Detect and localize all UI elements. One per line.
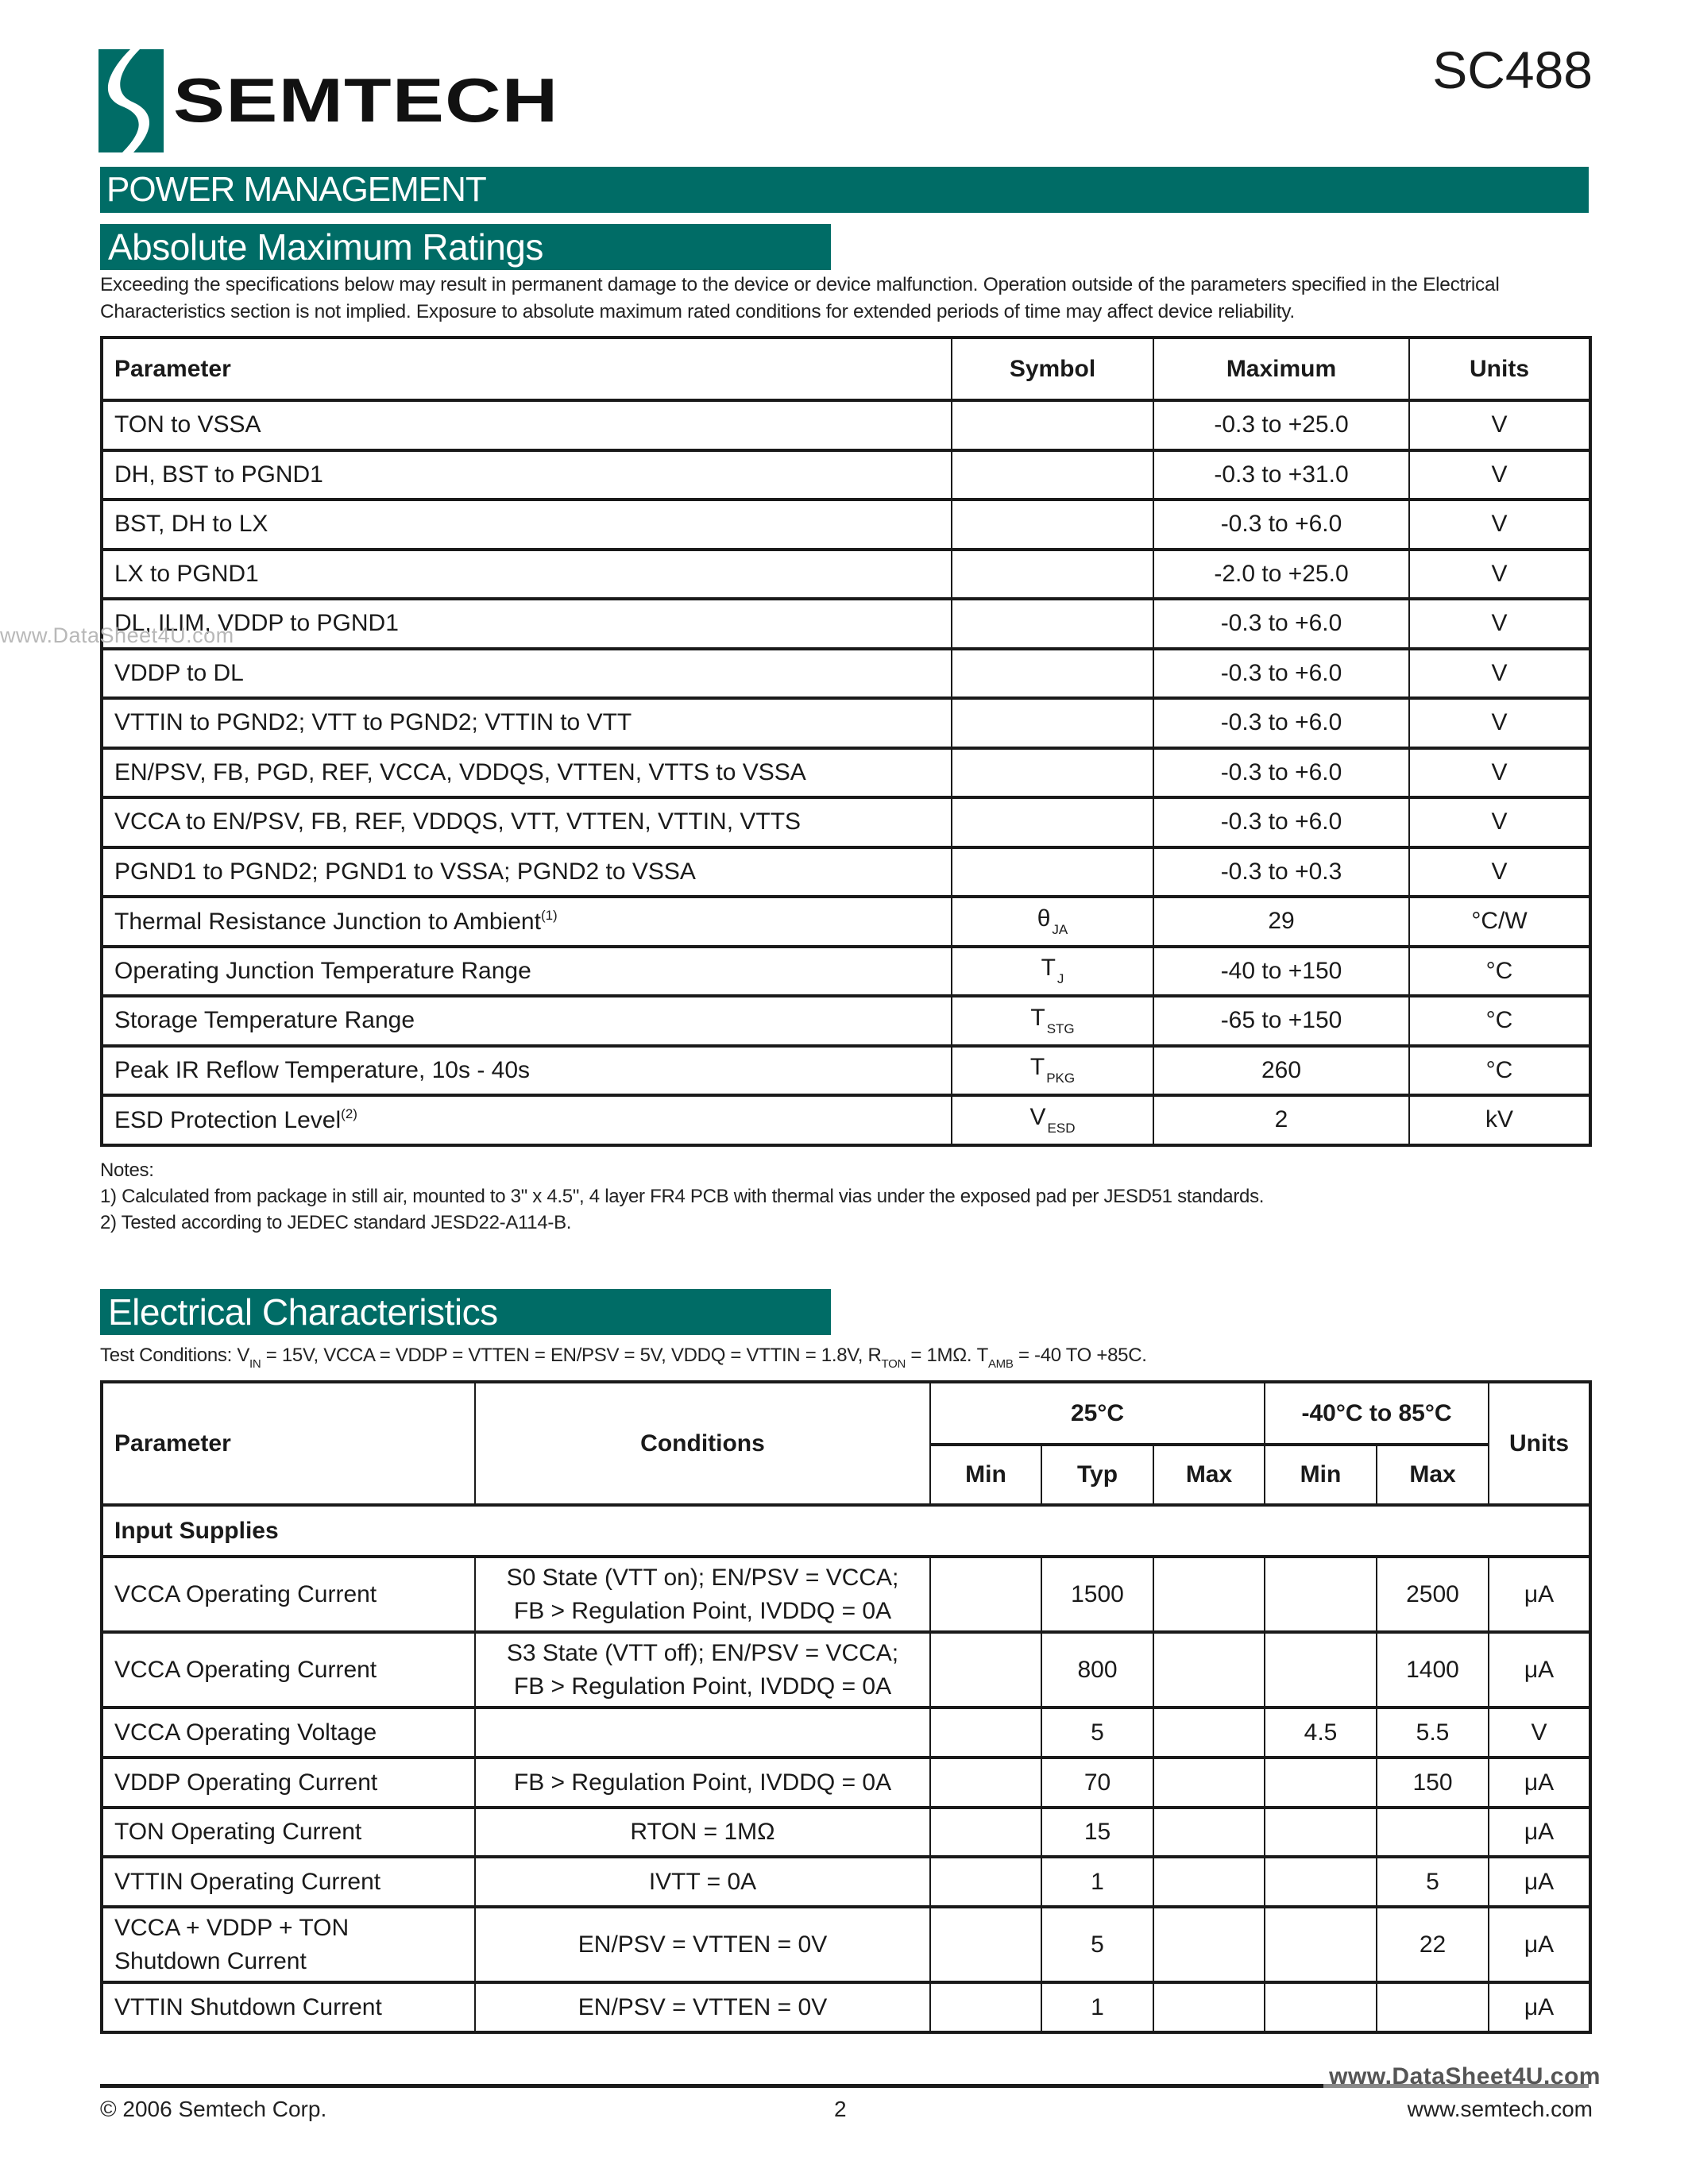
cell-units: V [1409, 797, 1590, 847]
table-row [102, 1808, 1590, 1857]
test-cond-sub: IN [249, 1357, 261, 1371]
cell-maximum: 29 [1153, 897, 1409, 947]
cell-units: V [1409, 649, 1590, 699]
cell-parameter [102, 649, 952, 699]
section-title-abs-max: Absolute Maximum Ratings [100, 224, 831, 270]
condition-line: S0 State (VTT on); EN/PSV = VCCA; [506, 1564, 899, 1591]
cell-units: V [1409, 450, 1590, 500]
cell-units: V [1409, 698, 1590, 748]
parameter-text: Thermal Resistance Junction to Ambient [114, 908, 541, 935]
cell-symbol [952, 897, 1153, 947]
cell-max2: 22 [1377, 1907, 1489, 1982]
parameter-text: VDDP to DL [114, 659, 244, 686]
test-cond-text: = -40 TO +85C. [1013, 1345, 1147, 1366]
part-number: SC488 [1432, 41, 1593, 99]
abs-max-notes [100, 1157, 1264, 1236]
abs-max-table [100, 336, 1592, 1147]
table-row [102, 450, 1590, 500]
table-row [102, 897, 1590, 947]
cell-typ: 5 [1041, 1707, 1153, 1758]
condition-line: RTON = 1MΩ [630, 1819, 775, 1845]
cell-typ: 800 [1041, 1632, 1153, 1707]
cell-units: μA [1489, 1982, 1590, 2032]
s-swoosh-icon [98, 49, 164, 152]
cell-parameter [102, 1907, 475, 1982]
col-group-25c: 25°C [930, 1382, 1265, 1445]
table-row [102, 698, 1590, 748]
cell-parameter [102, 500, 952, 550]
page-number: 2 [834, 2097, 847, 2121]
parameter-text: DL, ILIM, VDDP to PGND1 [114, 610, 399, 637]
cell-max2: 5 [1377, 1857, 1489, 1907]
cell-symbol [952, 947, 1153, 997]
cell-maximum: -0.3 to +6.0 [1153, 599, 1409, 649]
cell-parameter: VCCA Operating Current [102, 1557, 475, 1632]
abs-max-intro: Exceeding the specifications below may result in permanent damage to the device or device malfunction. Operation outside of the parameters specified in the Electrical Characteristics section is not implied. Exposure to absolute maximum rated conditions for extended periods of time may affect device reliability. [100, 274, 1500, 322]
table-row [102, 1707, 1590, 1758]
symbol-text: T [1029, 1054, 1045, 1081]
cell-maximum: -0.3 to +25.0 [1153, 400, 1409, 450]
cell-typ: 5 [1041, 1907, 1153, 1982]
cell-parameter [102, 400, 952, 450]
cell-parameter [102, 698, 952, 748]
condition-line: EN/PSV = VTTEN = 0V [577, 1993, 828, 2020]
col-header-min-range: Min [1265, 1445, 1377, 1505]
cell-units: V [1489, 1707, 1590, 1758]
col-header-typ: Typ [1041, 1445, 1153, 1505]
cell-min2 [1265, 1557, 1377, 1632]
cell-maximum: -0.3 to +6.0 [1153, 748, 1409, 798]
cell-conditions [475, 1557, 930, 1632]
condition-line: FB > Regulation Point, IVDDQ = 0A [513, 1597, 892, 1624]
cell-typ: 1 [1041, 1982, 1153, 2032]
cell-symbol [952, 748, 1153, 798]
cell-min2 [1265, 1632, 1377, 1707]
watermark-text: www.DataSheet4U.com [0, 623, 234, 647]
cell-parameter [102, 1046, 952, 1096]
cell-symbol [952, 1095, 1153, 1145]
cell-parameter [102, 797, 952, 847]
table-row [102, 996, 1590, 1046]
cell-units: V [1409, 847, 1590, 897]
cell-parameter [102, 450, 952, 500]
cell-min [930, 1758, 1041, 1808]
parameter-line: VCCA + VDDP + TON [114, 1914, 350, 1941]
cell-max [1153, 1982, 1265, 2032]
cell-units: V [1409, 550, 1590, 600]
cell-symbol [952, 797, 1153, 847]
cell-max [1153, 1632, 1265, 1707]
cell-conditions [475, 1857, 930, 1907]
footer-watermark: www.DataSheet4U.com [1329, 2063, 1601, 2089]
col-header-units: Units [1489, 1382, 1590, 1505]
footnote-ref: (1) [540, 907, 558, 923]
table-row [102, 947, 1590, 997]
cell-conditions [475, 1758, 930, 1808]
cell-units: μA [1489, 1632, 1590, 1707]
table-row [102, 847, 1590, 897]
condition-line: FB > Regulation Point, IVDDQ = 0A [513, 1673, 892, 1700]
cell-symbol [952, 847, 1153, 897]
cell-units: μA [1489, 1557, 1590, 1632]
cell-parameter: VTTIN Operating Current [102, 1857, 475, 1907]
table-row [102, 797, 1590, 847]
symbol-subscript: J [1056, 971, 1064, 987]
col-header-symbol: Symbol [952, 338, 1153, 400]
table-row [102, 748, 1590, 798]
cell-maximum: -0.3 to +31.0 [1153, 450, 1409, 500]
cell-symbol [952, 996, 1153, 1046]
table-row [102, 1046, 1590, 1096]
col-header-parameter: Parameter [102, 1382, 475, 1505]
symbol-text: V [1029, 1103, 1046, 1130]
cell-max [1153, 1808, 1265, 1857]
section-row-input-supplies: Input Supplies [102, 1505, 1590, 1557]
cell-max2: 5.5 [1377, 1707, 1489, 1758]
cell-maximum: -0.3 to +0.3 [1153, 847, 1409, 897]
footer-url: www.semtech.com [1407, 2097, 1593, 2121]
cell-units: μA [1489, 1857, 1590, 1907]
cell-min2 [1265, 1907, 1377, 1982]
test-cond-sub: AMB [987, 1357, 1014, 1371]
cell-parameter: VCCA Operating Voltage [102, 1707, 475, 1758]
parameter-text: ESD Protection Level [114, 1106, 342, 1133]
table-row [102, 1982, 1590, 2032]
cell-symbol [952, 400, 1153, 450]
cell-units: V [1409, 500, 1590, 550]
col-header-max: Max [1153, 1445, 1265, 1505]
parameter-text: LX to PGND1 [114, 560, 259, 587]
footnote-ref: (2) [341, 1106, 357, 1121]
cell-symbol [952, 450, 1153, 500]
test-cond-sub: TON [881, 1357, 906, 1371]
cell-parameter [102, 947, 952, 997]
cell-typ: 70 [1041, 1758, 1153, 1808]
cell-units: V [1409, 400, 1590, 450]
cell-symbol [952, 550, 1153, 600]
symbol-text: T [1041, 955, 1056, 982]
cell-symbol [952, 1046, 1153, 1096]
table-row [102, 1907, 1590, 1982]
cell-max2: 2500 [1377, 1557, 1489, 1632]
col-header-units: Units [1409, 338, 1590, 400]
cell-maximum: -40 to +150 [1153, 947, 1409, 997]
cell-min2 [1265, 1808, 1377, 1857]
cell-max [1153, 1857, 1265, 1907]
condition-line: EN/PSV = VTTEN = 0V [577, 1931, 828, 1958]
cell-max2 [1377, 1982, 1489, 2032]
cell-maximum: 260 [1153, 1046, 1409, 1096]
section-title-electrical: Electrical Characteristics [100, 1289, 831, 1335]
table-row [102, 649, 1590, 699]
cell-min [930, 1907, 1041, 1982]
parameter-text: Storage Temperature Range [114, 1007, 415, 1034]
test-conditions [100, 1345, 1147, 1371]
symbol-subscript: ESD [1047, 1120, 1076, 1136]
cell-maximum: -0.3 to +6.0 [1153, 797, 1409, 847]
cell-symbol [952, 698, 1153, 748]
cell-max2: 150 [1377, 1758, 1489, 1808]
parameter-text: Operating Junction Temperature Range [114, 957, 531, 984]
symbol-subscript: PKG [1046, 1071, 1076, 1086]
table-row [102, 1095, 1590, 1145]
footer-divider [100, 2084, 1323, 2088]
brand-wordmark: SEMTECH [173, 65, 559, 135]
cell-units: V [1409, 599, 1590, 649]
cell-parameter: VCCA Operating Current [102, 1632, 475, 1707]
cell-max [1153, 1758, 1265, 1808]
footer-copyright: © 2006 Semtech Corp. [100, 2097, 327, 2121]
cell-parameter: VDDP Operating Current [102, 1758, 475, 1808]
cell-units: μA [1489, 1758, 1590, 1808]
cell-min [930, 1808, 1041, 1857]
parameter-line: Shutdown Current [114, 1947, 307, 1974]
cell-max2: 1400 [1377, 1632, 1489, 1707]
cell-maximum: -0.3 to +6.0 [1153, 649, 1409, 699]
table-row [102, 1857, 1590, 1907]
cell-parameter: TON Operating Current [102, 1808, 475, 1857]
cell-max [1153, 1707, 1265, 1758]
parameter-text: VCCA to EN/PSV, FB, REF, VDDQS, VTT, VTTEN, VTTIN, VTTS [114, 808, 802, 835]
cell-conditions [475, 1982, 930, 2032]
cell-min2 [1265, 1982, 1377, 2032]
parameter-text: Peak IR Reflow Temperature, 10s - 40s [114, 1056, 531, 1083]
col-header-conditions: Conditions [475, 1382, 930, 1505]
table-row [102, 1758, 1590, 1808]
note-2: 2) Tested according to JEDEC standard JESD22-A114-B. [100, 1212, 572, 1233]
test-cond-text: = 15V, VCCA = VDDP = VTTEN = EN/PSV = 5V, VDDQ = VTTIN = 1.8V, R [261, 1345, 882, 1366]
cell-units: μA [1489, 1808, 1590, 1857]
parameter-text: DH, BST to PGND1 [114, 461, 323, 488]
cell-parameter [102, 550, 952, 600]
cell-units: V [1409, 748, 1590, 798]
table-row [102, 400, 1590, 450]
category-bar: POWER MANAGEMENT [100, 167, 1589, 213]
table-row [102, 599, 1590, 649]
cell-parameter: VTTIN Shutdown Current [102, 1982, 475, 2032]
cell-min2: 4.5 [1265, 1707, 1377, 1758]
cell-min [930, 1557, 1041, 1632]
note-1: 1) Calculated from package in still air, mounted to 3" x 4.5", 4 layer FR4 PCB with thermal vias under the exposed pad per JESD51 standards. [100, 1186, 1265, 1207]
cell-typ: 15 [1041, 1808, 1153, 1857]
cell-symbol [952, 500, 1153, 550]
parameter-text: EN/PSV, FB, PGD, REF, VCCA, VDDQS, VTTEN, VTTS to VSSA [114, 758, 806, 785]
cell-max [1153, 1907, 1265, 1982]
cell-max2 [1377, 1808, 1489, 1857]
cell-units: μA [1489, 1907, 1590, 1982]
cell-units: °C [1409, 947, 1590, 997]
cell-max [1153, 1557, 1265, 1632]
cell-min [930, 1857, 1041, 1907]
cell-conditions [475, 1632, 930, 1707]
cell-min2 [1265, 1758, 1377, 1808]
condition-line: FB > Regulation Point, IVDDQ = 0A [513, 1769, 892, 1796]
cell-parameter [102, 996, 952, 1046]
cell-units: °C/W [1409, 897, 1590, 947]
cell-maximum: 2 [1153, 1095, 1409, 1145]
cell-maximum: -2.0 to +25.0 [1153, 550, 1409, 600]
col-header-parameter: Parameter [102, 338, 952, 400]
parameter-text: VTTIN to PGND2; VTT to PGND2; VTTIN to VTT [114, 709, 632, 736]
cell-parameter [102, 897, 952, 947]
cell-typ: 1500 [1041, 1557, 1153, 1632]
col-header-max-range: Max [1377, 1445, 1489, 1505]
col-header-min: Min [930, 1445, 1041, 1505]
parameter-text: TON to VSSA [114, 411, 261, 438]
symbol-text: T [1030, 1004, 1045, 1031]
cell-conditions [475, 1907, 930, 1982]
cell-min [930, 1982, 1041, 2032]
notes-label: Notes: [100, 1160, 154, 1181]
cell-conditions [475, 1808, 930, 1857]
condition-line: S3 State (VTT off); EN/PSV = VCCA; [506, 1639, 899, 1666]
cell-min [930, 1632, 1041, 1707]
semtech-logo-mark [98, 49, 164, 152]
cell-parameter [102, 1095, 952, 1145]
condition-line: IVTT = 0A [648, 1868, 757, 1895]
cell-maximum: -65 to +150 [1153, 996, 1409, 1046]
cell-symbol [952, 599, 1153, 649]
col-header-maximum: Maximum [1153, 338, 1409, 400]
test-cond-text: = 1MΩ. T [906, 1345, 988, 1366]
test-cond-text: Test Conditions: V [100, 1345, 250, 1366]
col-group-temp-range: -40°C to 85°C [1265, 1382, 1489, 1445]
cell-units: kV [1409, 1095, 1590, 1145]
cell-min [930, 1707, 1041, 1758]
table-row [102, 1632, 1590, 1707]
symbol-text: θ [1037, 905, 1051, 932]
cell-maximum: -0.3 to +6.0 [1153, 698, 1409, 748]
cell-conditions [475, 1707, 930, 1758]
symbol-subscript: JA [1052, 921, 1068, 937]
parameter-text: BST, DH to LX [114, 511, 268, 538]
table-row [102, 550, 1590, 600]
electrical-characteristics-table [100, 1380, 1592, 2034]
cell-min2 [1265, 1857, 1377, 1907]
table-row [102, 1557, 1590, 1632]
cell-maximum: -0.3 to +6.0 [1153, 500, 1409, 550]
cell-parameter [102, 748, 952, 798]
table-row [102, 500, 1590, 550]
symbol-subscript: STG [1046, 1021, 1075, 1036]
cell-parameter [102, 847, 952, 897]
parameter-text: PGND1 to PGND2; PGND1 to VSSA; PGND2 to VSSA [114, 858, 696, 885]
cell-symbol [952, 649, 1153, 699]
cell-typ: 1 [1041, 1857, 1153, 1907]
cell-units: °C [1409, 996, 1590, 1046]
cell-units: °C [1409, 1046, 1590, 1096]
